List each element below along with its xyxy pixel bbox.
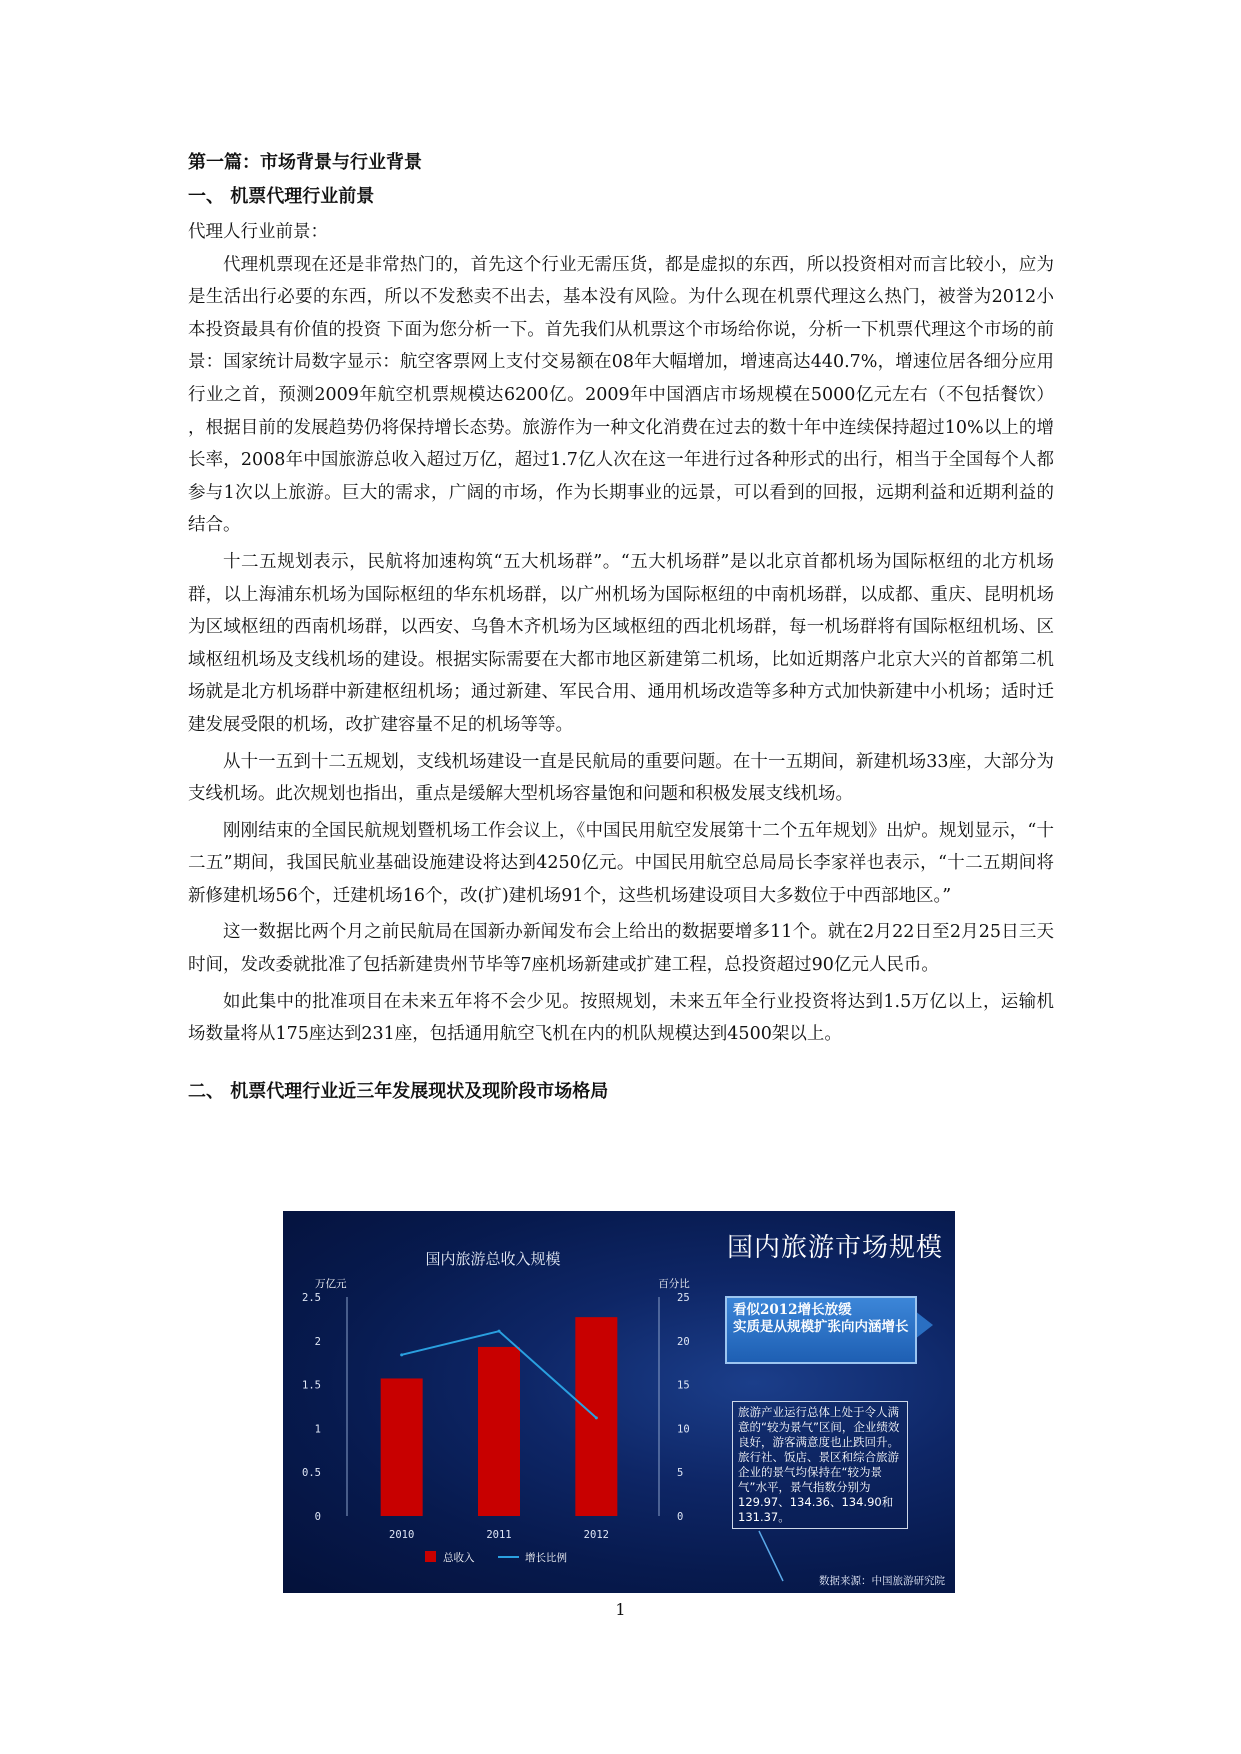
bar-2011 [478,1347,520,1516]
y-tick-label: 0 [314,1511,321,1523]
heading-2: 二、 机票代理行业近三年发展现状及现阶段市场格局 [188,1080,609,1102]
y2-axis-label: 百分比 [658,1278,690,1290]
y-tick-label: 0.5 [302,1467,321,1480]
y2-tick-label: 10 [677,1423,690,1436]
y2-tick-label: 0 [677,1511,684,1523]
paragraph-1: 代理机票现在还是非常热门的，首先这个行业无需压货，都是虚拟的东西，所以投资相对而言比较小，应为是生活出行必要的东西，所以不发愁卖不出去，基本没有风险。为什么现在机票代理这么热门，被誉为2012小本投资最具有价值的投资 下面为您分析一下。首先我们从机票这个市场给你说，分析一下机票代理这个市场的前景：国家统计局数字显示：航空客票网上支付交易额在08年大幅增加，增速高达440.7%，增速位居各细分应用行业之首，预测2009年航空机票规模达6200亿。2009年中国酒店市场规模在5000亿元左右（不包括餐饮） ，根据目前的发展趋势仍将保持增长态势。旅游作为一种文化消费在过去的数十年中连续保持超过10%以上的增长率，2008年中国旅游总收入超过万亿，超过1.7亿人次在这一年进行过各种形式的出行，相当于全国每个人都参与1次以上旅游。巨大的需求，广阔的市场，作为长期事业的远景，可以看到的回报，远期利益和近期利益的结合。 [188,254,1054,536]
x-tick-label: 2012 [583,1529,609,1541]
heading-1: 一、 机票代理行业前景 [188,186,375,207]
callout-arrow [915,1311,933,1339]
y-tick-label: 2.5 [302,1292,321,1304]
chart-title: 国内旅游总收入规模 [425,1250,561,1268]
paragraph-5: 这一数据比两个月之前民航局在国新办新闻发布会上给出的数据要增多11个。就在2月22日至2月25日三天时间，发改委就批准了包括新建贵州节毕等7座机场新建或扩建工程，总投资超过90亿元人民币。 [188,922,1054,976]
figure-callout [725,1296,917,1364]
legend-swatch-revenue [425,1551,436,1562]
bar-2010 [381,1378,423,1516]
y2-tick-label: 25 [677,1292,690,1304]
legend-label-revenue: 总收入 [443,1552,475,1564]
figure-banner-title: 国内旅游市场规模 [726,1233,943,1263]
y-tick-label: 1 [314,1423,321,1436]
note-connector [759,1531,783,1581]
y-tick-label: 1.5 [302,1379,321,1392]
legend-label-growth: 增长比例 [525,1552,567,1564]
growth-point-2012 [595,1416,598,1419]
paragraph-4: 刚刚结束的全国民航规划暨机场工作会议上，《中国民用航空发展第十二个五年规划》出炉。规划显示，“十二五”期间，我国民航业基础设施建设将达到4250亿元。中国民用航空总局局长李家祥也表示，“十二五期间将新修建机场56个，迁建机场16个，改(扩)建机场91个，这些机场建设项目大多数位于中西部地区。” [188,820,1054,906]
growth-point-2010 [400,1353,403,1356]
document-body [188,148,1054,1107]
paragraph-3: 从十一五到十二五规划，支线机场建设一直是民航局的重要问题。在十一五期间，新建机场33座，大部分为支线机场。此次规划也指出，重点是缓解大型机场容量饱和问题和积极发展支线机场。 [188,751,1054,805]
paragraph-2: 十二五规划表示，民航将加速构筑“五大机场群”。“五大机场群”是以北京首都机场为国际枢纽的北方机场群，以上海浦东机场为国际枢纽的华东机场群，以广州机场为国际枢纽的中南机场群，以成都、重庆、昆明机场为区域枢纽的西南机场群，以西安、乌鲁木齐机场为区域枢纽的西北机场群，每一机场群将有国际枢纽机场、区域枢纽机场及支线机场的建设。根据实际需要在大都市地区新建第二机场，比如近期落户北京大兴的首都第二机场就是北方机场群中新建枢纽机场；通过新建、军民合用、通用机场改造等多种方式加快新建中小机场；适时迁建发展受限的机场，改扩建容量不足的机场等等。 [188,551,1054,735]
figure-source: 数据来源：中国旅游研究院 [819,1575,945,1587]
paragraph-6: 如此集中的批准项目在未来五年将不会少见。按照规划，未来五年全行业投资将达到1.5万亿以上，运输机场数量将从175座达到231座，包括通用航空飞机在内的机队规模达到4500架以上。 [188,991,1054,1045]
x-tick-label: 2011 [486,1529,512,1541]
subheading: 代理人行业前景： [188,222,328,242]
growth-point-2011 [498,1330,501,1333]
x-tick-label: 2010 [389,1529,415,1541]
tourism-market-figure [283,1211,955,1593]
section-title: 第一篇：市场背景与行业背景 [188,152,422,173]
callout-text: 看似2012增长放缓 实质是从规模扩张向内涵增长 [733,1302,909,1335]
figure-note: 旅游产业运行总体上处于令人满意的“较为景气”区间，企业绩效良好，游客满意度也止跌回升。旅行社、饭店、景区和综合旅游企业的景气均保持在“较为景气”水平，景气指数分别为129.97、134.36、134.90和131.37。 [732,1401,908,1529]
page-number: 1 [615,1600,626,1619]
y-tick-label: 2 [314,1335,321,1348]
y2-tick-label: 5 [677,1467,684,1480]
y-axis-label: 万亿元 [315,1278,347,1290]
y2-tick-label: 20 [677,1335,690,1348]
y2-tick-label: 15 [677,1379,690,1392]
